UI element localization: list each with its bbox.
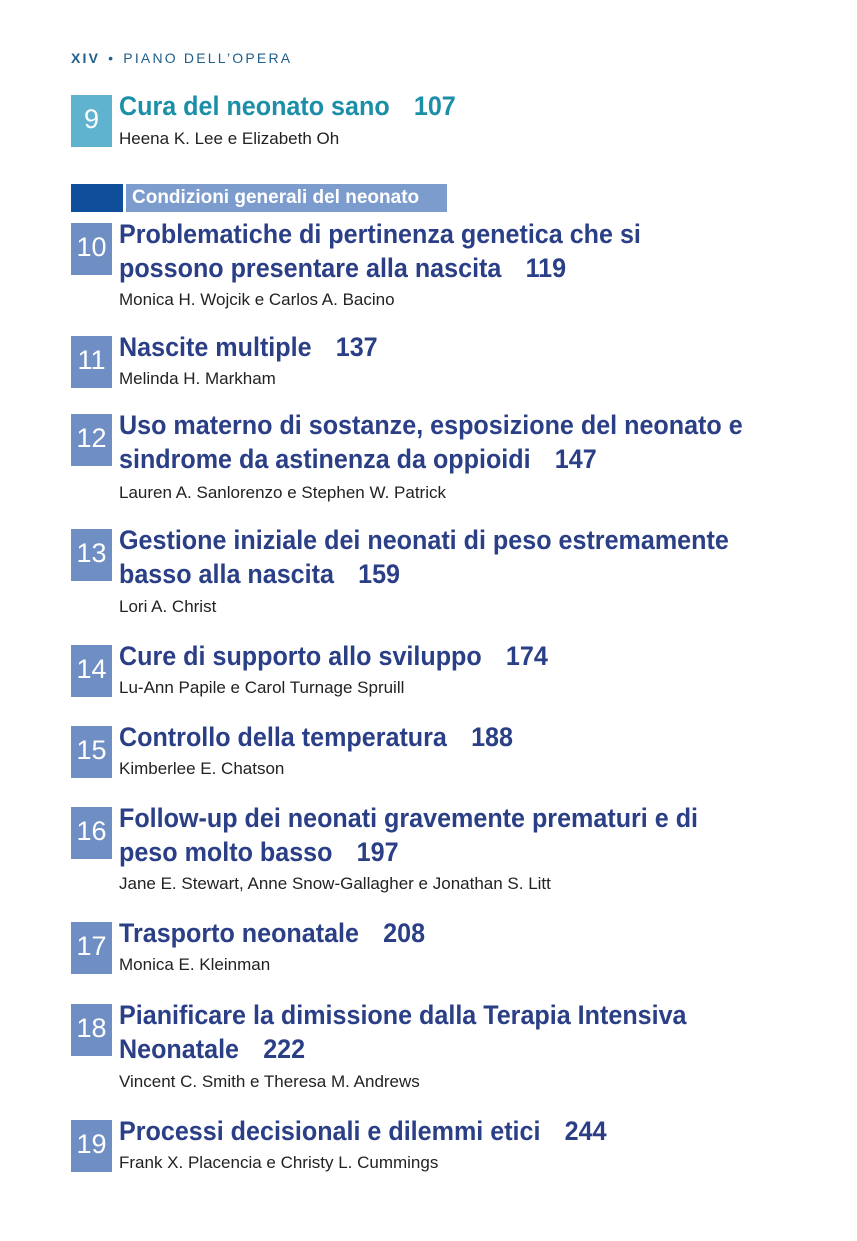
chapter-title[interactable] bbox=[119, 408, 751, 476]
chapter-page: 137 bbox=[335, 332, 378, 362]
chapter-page: 119 bbox=[525, 253, 567, 283]
chapter-title-text: Nascite multiple bbox=[119, 332, 312, 362]
section-bar bbox=[71, 184, 123, 212]
chapter-number: 13 bbox=[71, 529, 112, 581]
chapter-page: 222 bbox=[263, 1034, 306, 1064]
section-label: Condizioni generali del neonato bbox=[126, 184, 447, 212]
chapter-authors: Melinda H. Markham bbox=[119, 369, 276, 388]
running-head bbox=[71, 50, 292, 66]
chapter-page: 174 bbox=[505, 641, 548, 671]
chapter-title-text: Problematiche di pertinenza genetica che si possono presentare alla nascita bbox=[119, 219, 641, 283]
chapter-number: 19 bbox=[71, 1120, 112, 1172]
chapter-number: 18 bbox=[71, 1004, 112, 1056]
chapter-number: 14 bbox=[71, 645, 112, 697]
chapter-title-text: Gestione iniziale dei neonati di peso estremamente basso alla nascita bbox=[119, 525, 729, 589]
chapter-page: 244 bbox=[564, 1116, 607, 1146]
chapter-title-text: Cura del neonato sano bbox=[119, 91, 390, 121]
running-title: PIANO DELL’OPERA bbox=[123, 50, 293, 66]
chapter-number: 9 bbox=[71, 95, 112, 147]
chapter-number: 11 bbox=[71, 336, 112, 388]
chapter-title[interactable] bbox=[119, 330, 751, 364]
chapter-authors: Lori A. Christ bbox=[119, 597, 217, 616]
chapter-authors: Vincent C. Smith e Theresa M. Andrews bbox=[119, 1072, 420, 1091]
chapter-title[interactable] bbox=[119, 639, 751, 673]
chapter-title[interactable] bbox=[119, 217, 751, 285]
chapter-title-text: Uso materno di sostanze, esposizione del neonato e sindrome da astinenza da oppioidi bbox=[119, 410, 743, 474]
chapter-number: 15 bbox=[71, 726, 112, 778]
chapter-authors: Monica E. Kleinman bbox=[119, 955, 271, 974]
chapter-title-text: Pianificare la dimissione dalla Terapia Intensiva Neonatale bbox=[119, 1000, 687, 1064]
chapter-title[interactable] bbox=[119, 89, 751, 123]
chapter-authors: Jane E. Stewart, Anne Snow-Gallagher e Jonathan S. Litt bbox=[119, 874, 551, 893]
chapter-number: 16 bbox=[71, 807, 112, 859]
chapter-title[interactable] bbox=[119, 720, 751, 754]
chapter-authors: Lu-Ann Papile e Carol Turnage Spruill bbox=[119, 678, 405, 697]
chapter-page: 208 bbox=[383, 918, 426, 948]
chapter-title[interactable] bbox=[119, 998, 751, 1066]
chapter-authors: Heena K. Lee e Elizabeth Oh bbox=[119, 129, 340, 148]
chapter-title-text: Cure di supporto allo sviluppo bbox=[119, 641, 482, 671]
chapter-title-text: Processi decisionali e dilemmi etici bbox=[119, 1116, 541, 1146]
chapter-title[interactable] bbox=[119, 916, 751, 950]
chapter-page: 197 bbox=[356, 837, 399, 867]
chapter-page: 147 bbox=[554, 444, 597, 474]
chapter-title[interactable] bbox=[119, 801, 751, 869]
chapter-authors: Frank X. Placencia e Christy L. Cummings bbox=[119, 1153, 439, 1172]
chapter-page: 107 bbox=[413, 91, 456, 121]
chapter-number: 17 bbox=[71, 922, 112, 974]
chapter-number: 10 bbox=[71, 223, 112, 275]
chapter-title[interactable] bbox=[119, 523, 751, 591]
chapter-title-text: Trasporto neonatale bbox=[119, 918, 359, 948]
chapter-authors: Monica H. Wojcik e Carlos A. Bacino bbox=[119, 290, 395, 309]
chapter-authors: Kimberlee E. Chatson bbox=[119, 759, 285, 778]
chapter-title-text: Follow-up dei neonati gravemente prematuri e di peso molto basso bbox=[119, 803, 699, 867]
page-number: XIV bbox=[71, 50, 101, 66]
section-heading bbox=[71, 184, 447, 212]
chapter-authors: Lauren A. Sanlorenzo e Stephen W. Patrick bbox=[119, 483, 446, 502]
chapter-page: 188 bbox=[471, 722, 513, 752]
separator: • bbox=[108, 50, 116, 66]
chapter-title-text: Controllo della temperatura bbox=[119, 722, 447, 752]
chapter-number: 12 bbox=[71, 414, 112, 466]
chapter-title[interactable] bbox=[119, 1114, 751, 1148]
chapter-page: 159 bbox=[358, 559, 401, 589]
